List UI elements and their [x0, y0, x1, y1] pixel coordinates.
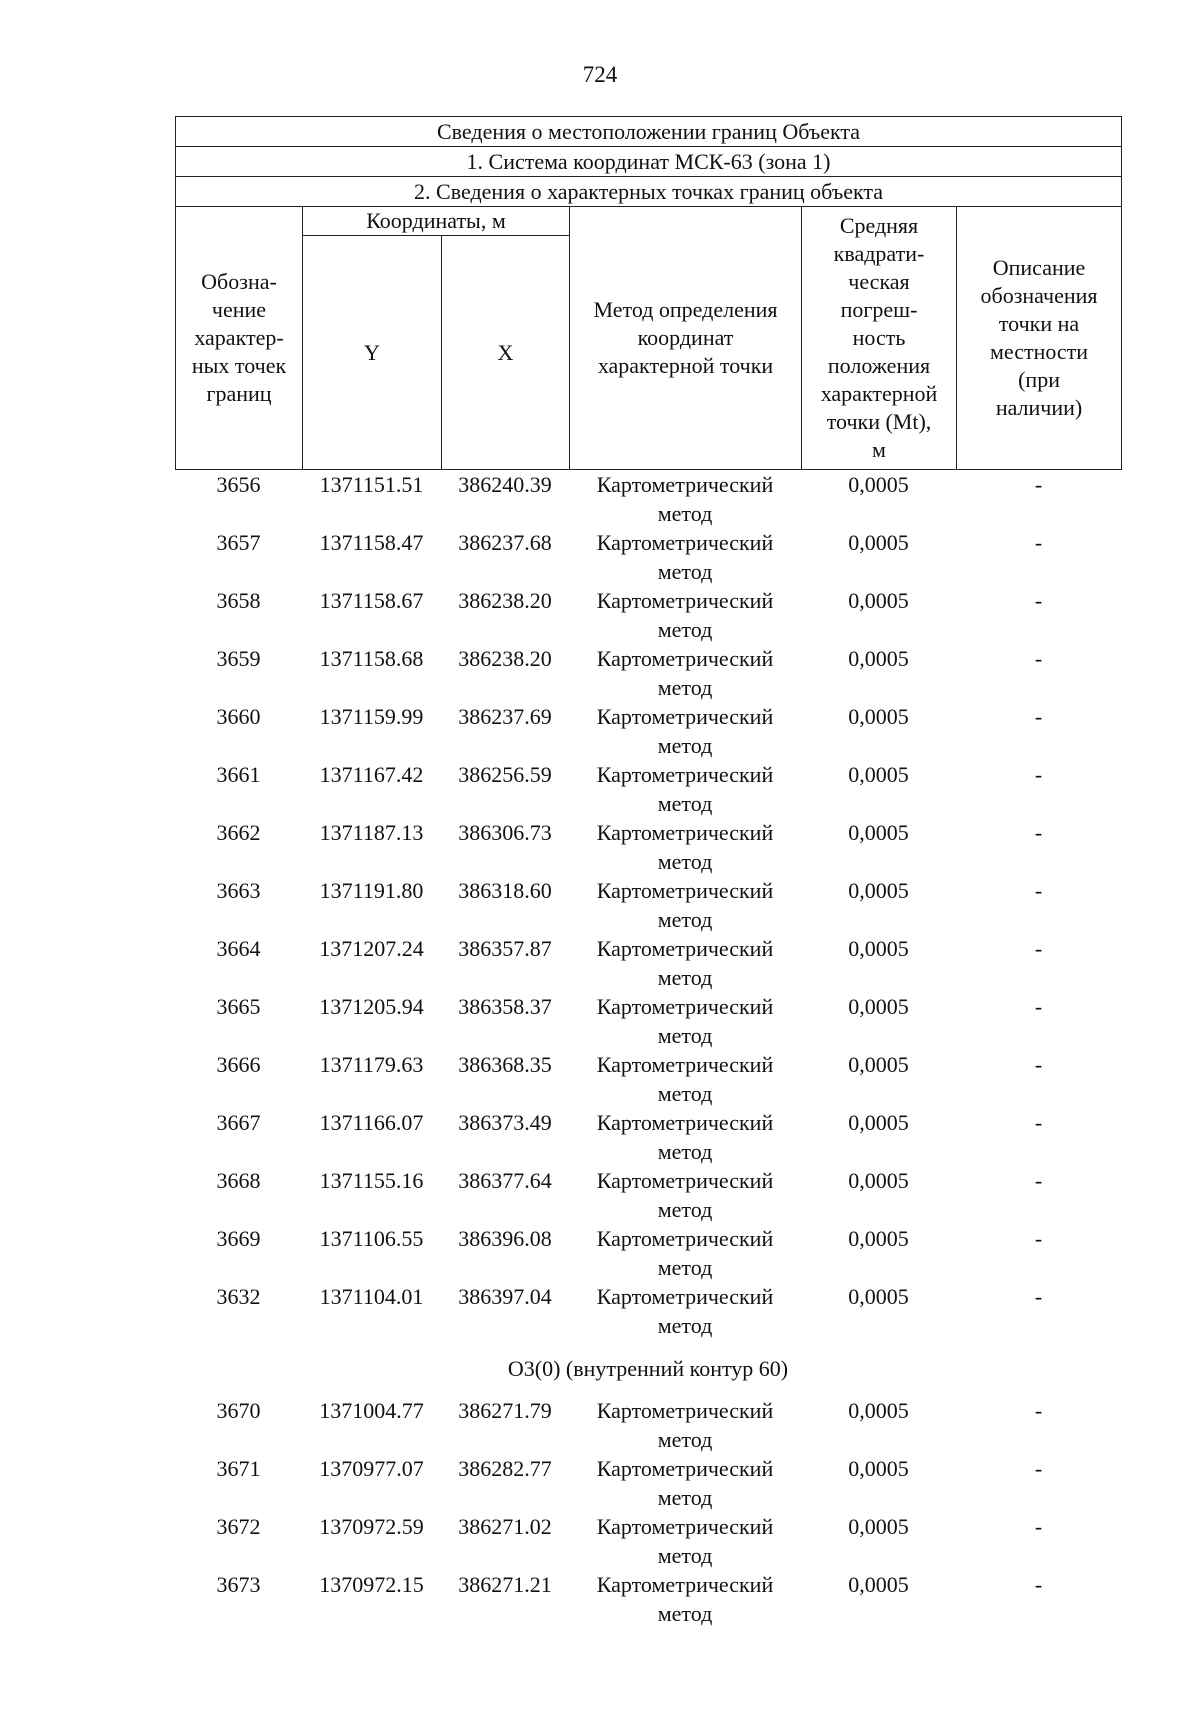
point-id-cell: 3657: [216, 530, 261, 555]
description-cell: -: [1034, 1572, 1043, 1597]
coord-x-cell: 386397.04: [458, 1284, 552, 1309]
description-cell: -: [1034, 646, 1043, 671]
header-table: [175, 116, 1122, 470]
method-cell: [569, 1512, 801, 1570]
description-cell: -: [1034, 704, 1043, 729]
error-cell: 0,0005: [848, 762, 909, 787]
error-header-line: характерной: [820, 381, 938, 406]
point-id-cell: 3664: [216, 936, 261, 961]
coord-y-cell: 1371205.94: [319, 994, 424, 1019]
error-cell: 0,0005: [848, 1514, 909, 1539]
description-cell: -: [1034, 530, 1043, 555]
method-cell: [569, 1396, 801, 1454]
method-cell: [569, 992, 801, 1050]
coord-y-cell: 1370977.07: [319, 1456, 424, 1481]
coord-x-cell: 386237.68: [458, 530, 552, 555]
method-line-2: метод: [657, 501, 713, 526]
description-cell: -: [1034, 1398, 1043, 1423]
method-cell: [569, 934, 801, 992]
error-header-line: положения: [827, 353, 931, 378]
page-number: 724: [582, 62, 618, 87]
coord-y-cell: 1371151.51: [319, 472, 424, 497]
coord-x-cell: 386318.60: [458, 878, 552, 903]
table-row: [175, 702, 1121, 760]
coord-x-cell: 386306.73: [458, 820, 552, 845]
error-header-line: ческая: [848, 269, 910, 294]
coord-x-cell: 386396.08: [458, 1226, 552, 1251]
column-header-x: X: [442, 236, 570, 470]
error-cell: 0,0005: [848, 1456, 909, 1481]
coord-y-cell: 1370972.15: [319, 1572, 424, 1597]
method-line-2: метод: [657, 1023, 713, 1048]
method-line-2: метод: [657, 1427, 713, 1452]
method-line-1: Картометрический: [596, 994, 774, 1019]
method-line-2: метод: [657, 1081, 713, 1106]
designation-line: границ: [206, 381, 272, 406]
error-header-line: точки (Mt),: [826, 409, 932, 434]
method-line-2: метод: [657, 965, 713, 990]
column-header-description: [957, 207, 1122, 470]
coord-y-cell: 1371104.01: [319, 1284, 424, 1309]
point-id-cell: 3662: [216, 820, 261, 845]
coord-x-cell: 386377.64: [458, 1168, 552, 1193]
coordinate-system-heading: 1. Система координат МСК-63 (зона 1): [176, 147, 1122, 177]
designation-line: ных точек: [191, 353, 287, 378]
error-header-line: м: [872, 437, 886, 462]
method-cell: [569, 470, 801, 528]
method-line-1: Картометрический: [596, 1398, 774, 1423]
point-id-cell: 3673: [216, 1572, 261, 1597]
method-line-1: Картометрический: [596, 646, 774, 671]
method-line-1: Картометрический: [596, 762, 774, 787]
error-cell: 0,0005: [848, 994, 909, 1019]
method-line-1: Картометрический: [596, 1572, 774, 1597]
method-cell: [569, 1166, 801, 1224]
description-cell: -: [1034, 1052, 1043, 1077]
error-cell: 0,0005: [848, 588, 909, 613]
error-cell: 0,0005: [848, 1572, 909, 1597]
point-id-cell: 3660: [216, 704, 261, 729]
method-line-2: метод: [657, 1197, 713, 1222]
point-id-cell: 3669: [216, 1226, 261, 1251]
method-line-1: Картометрический: [596, 936, 774, 961]
method-header-line: Метод определения: [593, 297, 778, 322]
description-cell: -: [1034, 1456, 1043, 1481]
method-cell: [569, 876, 801, 934]
method-line-1: Картометрический: [596, 1456, 774, 1481]
description-cell: -: [1034, 1168, 1043, 1193]
method-line-1: Картометрический: [596, 1514, 774, 1539]
description-cell: -: [1034, 1226, 1043, 1251]
coord-y-cell: 1371106.55: [319, 1226, 424, 1251]
coord-x-cell: 386368.35: [458, 1052, 552, 1077]
method-line-1: Картометрический: [596, 1110, 774, 1135]
designation-line: Обозна-: [201, 269, 277, 294]
error-cell: 0,0005: [848, 936, 909, 961]
method-line-1: Картометрический: [596, 1168, 774, 1193]
method-line-2: метод: [657, 1255, 713, 1280]
point-id-cell: 3668: [216, 1168, 261, 1193]
description-cell: -: [1034, 820, 1043, 845]
error-cell: 0,0005: [848, 1398, 909, 1423]
description-cell: -: [1034, 994, 1043, 1019]
table-row: [175, 644, 1121, 702]
table-row: [175, 876, 1121, 934]
coord-y-cell: 1371166.07: [319, 1110, 424, 1135]
method-line-2: метод: [657, 617, 713, 642]
method-line-2: метод: [657, 791, 713, 816]
method-line-2: метод: [657, 849, 713, 874]
error-cell: 0,0005: [848, 1168, 909, 1193]
column-header-designation: [176, 207, 303, 470]
error-header-line: квадрати-: [833, 241, 925, 266]
method-line-2: метод: [657, 1139, 713, 1164]
coord-x-cell: 386237.69: [458, 704, 552, 729]
method-line-2: метод: [657, 1601, 713, 1626]
coord-x-cell: 386373.49: [458, 1110, 552, 1135]
method-header-line: координат: [637, 325, 734, 350]
coord-x-cell: 386271.21: [458, 1572, 552, 1597]
method-cell: [569, 1108, 801, 1166]
method-line-2: метод: [657, 1485, 713, 1510]
method-line-1: Картометрический: [596, 878, 774, 903]
table-row: [175, 1454, 1121, 1512]
point-id-cell: 3670: [216, 1398, 261, 1423]
method-cell: [569, 1282, 801, 1340]
error-cell: 0,0005: [848, 472, 909, 497]
error-cell: 0,0005: [848, 704, 909, 729]
method-cell: [569, 1570, 801, 1628]
designation-line: характер-: [194, 325, 284, 350]
column-header-coordinates: Координаты, м: [303, 207, 570, 236]
method-cell: [569, 1050, 801, 1108]
description-cell: -: [1034, 762, 1043, 787]
document-title: Сведения о местоположении границ Объекта: [176, 117, 1122, 147]
coord-y-cell: 1371158.47: [319, 530, 424, 555]
description-header-line: местности: [989, 339, 1089, 364]
table-row: [175, 586, 1121, 644]
coord-y-cell: 1371179.63: [319, 1052, 424, 1077]
method-line-2: метод: [657, 1313, 713, 1338]
error-header-line: Средняя: [839, 213, 919, 238]
table-row: [175, 528, 1121, 586]
description-cell: -: [1034, 1110, 1043, 1135]
table-row: [175, 1396, 1121, 1454]
column-header-error: [802, 207, 957, 470]
method-cell: [569, 644, 801, 702]
description-header-line: наличии): [995, 395, 1083, 420]
boundary-points-document: [175, 116, 1121, 1628]
point-id-cell: 3661: [216, 762, 261, 787]
method-line-1: Картометрический: [596, 1226, 774, 1251]
error-cell: 0,0005: [848, 1226, 909, 1251]
point-id-cell: 3671: [216, 1456, 261, 1481]
method-cell: [569, 702, 801, 760]
coord-x-cell: 386238.20: [458, 588, 552, 613]
table-row: [175, 818, 1121, 876]
point-id-cell: 3659: [216, 646, 261, 671]
coord-x-cell: 386282.77: [458, 1456, 552, 1481]
method-line-1: Картометрический: [596, 820, 774, 845]
description-header-line: точки на: [998, 311, 1080, 336]
method-cell: [569, 586, 801, 644]
error-cell: 0,0005: [848, 820, 909, 845]
coord-y-cell: 1371207.24: [319, 936, 424, 961]
method-line-2: метод: [657, 675, 713, 700]
description-header-line: Описание: [992, 255, 1086, 280]
error-cell: 0,0005: [848, 1284, 909, 1309]
method-line-1: Картометрический: [596, 1284, 774, 1309]
point-id-cell: 3667: [216, 1110, 261, 1135]
method-cell: [569, 1224, 801, 1282]
error-cell: 0,0005: [848, 878, 909, 903]
coord-x-cell: 386271.79: [458, 1398, 552, 1423]
method-header-line: характерной точки: [597, 353, 774, 378]
column-header-y: Y: [303, 236, 442, 470]
coord-y-cell: 1371158.67: [319, 588, 424, 613]
table-row: [175, 470, 1121, 528]
section-label: О3(0) (внутренний контур 60): [507, 1355, 789, 1381]
method-line-2: метод: [657, 1543, 713, 1568]
coord-y-cell: 1370972.59: [319, 1514, 424, 1539]
coord-y-cell: 1371159.99: [319, 704, 424, 729]
column-header-method: [570, 207, 802, 470]
method-line-1: Картометрический: [596, 704, 774, 729]
table-row: [175, 992, 1121, 1050]
table-row: [175, 1166, 1121, 1224]
coord-y-cell: 1371004.77: [319, 1398, 424, 1423]
error-header-line: погреш-: [840, 297, 918, 322]
point-id-cell: 3666: [216, 1052, 261, 1077]
coord-y-cell: 1371155.16: [319, 1168, 424, 1193]
point-id-cell: 3663: [216, 878, 261, 903]
section-row: [175, 1340, 1121, 1396]
coord-y-cell: 1371167.42: [319, 762, 424, 787]
coord-y-cell: 1371187.13: [319, 820, 424, 845]
method-cell: [569, 818, 801, 876]
coord-x-cell: 386357.87: [458, 936, 552, 961]
point-id-cell: 3665: [216, 994, 261, 1019]
coord-x-cell: 386358.37: [458, 994, 552, 1019]
method-line-1: Картометрический: [596, 588, 774, 613]
point-id-cell: 3656: [216, 472, 261, 497]
description-cell: -: [1034, 588, 1043, 613]
method-line-1: Картометрический: [596, 472, 774, 497]
method-line-1: Картометрический: [596, 530, 774, 555]
method-line-2: метод: [657, 907, 713, 932]
error-cell: 0,0005: [848, 1110, 909, 1135]
points-table: [175, 470, 1121, 1628]
table-row: [175, 760, 1121, 818]
coord-x-cell: 386271.02: [458, 1514, 552, 1539]
description-cell: -: [1034, 1284, 1043, 1309]
table-row: [175, 1570, 1121, 1628]
method-cell: [569, 528, 801, 586]
table-row: [175, 1108, 1121, 1166]
description-header-line: (при: [1018, 367, 1060, 392]
error-header-line: ность: [852, 325, 906, 350]
error-cell: 0,0005: [848, 530, 909, 555]
coord-y-cell: 1371158.68: [319, 646, 424, 671]
characteristic-points-heading: 2. Сведения о характерных точках границ объекта: [176, 177, 1122, 207]
coord-x-cell: 386240.39: [458, 472, 552, 497]
point-id-cell: 3632: [216, 1284, 261, 1309]
error-cell: 0,0005: [848, 646, 909, 671]
table-row: [175, 1512, 1121, 1570]
table-row: [175, 1282, 1121, 1340]
method-line-1: Картометрический: [596, 1052, 774, 1077]
point-id-cell: 3658: [216, 588, 261, 613]
coord-x-cell: 386256.59: [458, 762, 552, 787]
designation-line: чение: [211, 297, 267, 322]
table-row: [175, 934, 1121, 992]
table-row: [175, 1050, 1121, 1108]
description-cell: -: [1034, 1514, 1043, 1539]
description-cell: -: [1034, 936, 1043, 961]
coord-y-cell: 1371191.80: [319, 878, 424, 903]
description-cell: -: [1034, 878, 1043, 903]
description-header-line: обозначения: [980, 283, 1098, 308]
method-cell: [569, 1454, 801, 1512]
description-cell: -: [1034, 472, 1043, 497]
point-id-cell: 3672: [216, 1514, 261, 1539]
method-line-2: метод: [657, 733, 713, 758]
coord-x-cell: 386238.20: [458, 646, 552, 671]
error-cell: 0,0005: [848, 1052, 909, 1077]
method-cell: [569, 760, 801, 818]
method-line-2: метод: [657, 559, 713, 584]
table-row: [175, 1224, 1121, 1282]
